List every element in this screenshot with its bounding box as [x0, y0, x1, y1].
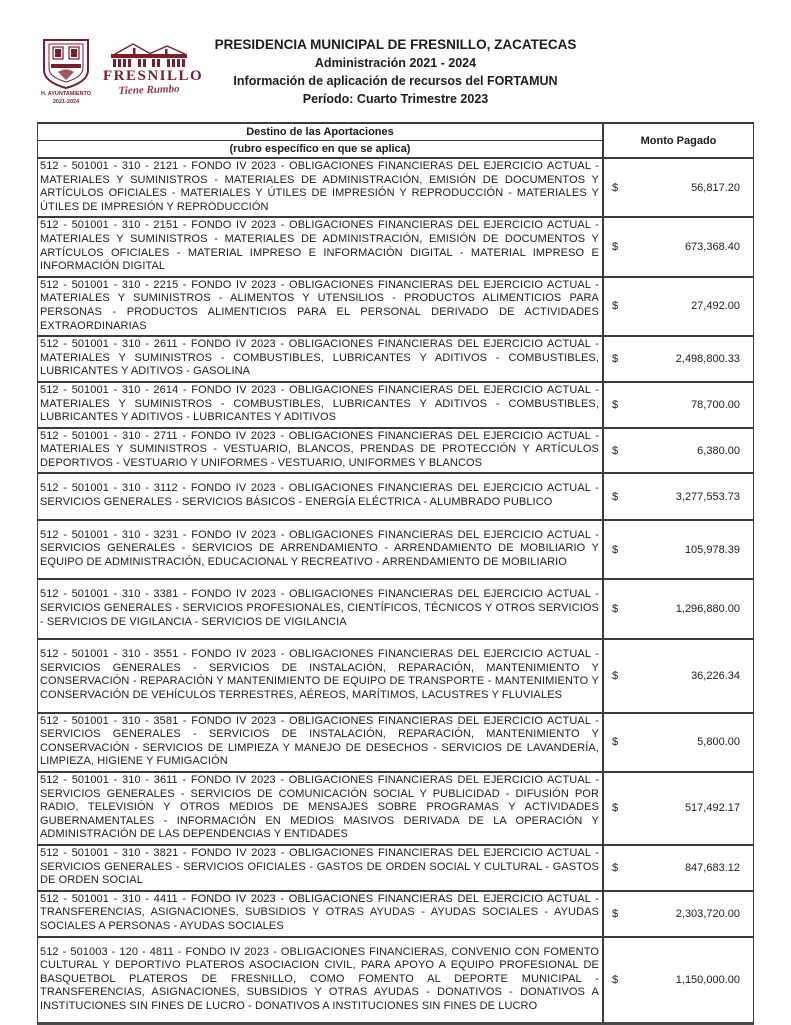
table-row	[38, 381, 753, 427]
monto-value: 3,277,553.73	[675, 490, 740, 503]
coat-of-arms-icon	[37, 38, 95, 90]
table-row	[38, 844, 753, 890]
destino-cell: 512 - 501001 - 310 - 4411 - FONDO IV 2023 - OBLIGACIONES FINANCIERAS DEL EJERCICIO ACTUAL - TRANSFERENCIAS, ASIGNACIONES, SUBSIDIOS Y OTRAS AYUDAS - AYUDAS SOCIALES - AYUDAS SOCIALES A PERSONAS - AYUDAS SOCIALES	[38, 892, 604, 936]
currency-symbol: $	[612, 490, 619, 503]
monto-value: 1,150,000.00	[675, 973, 740, 986]
monto-cell	[604, 938, 753, 1023]
table-row	[38, 216, 753, 275]
table-row	[38, 890, 753, 936]
municipal-crest	[37, 38, 95, 105]
monto-value: 6,380.00	[697, 444, 740, 457]
destino-cell: 512 - 501001 - 310 - 2151 - FONDO IV 2023 - OBLIGACIONES FINANCIERAS DEL EJERCICIO ACTUAL - MATERIALES Y SUMINISTROS - MATERIALES DE ADMINISTRACIÓN, EMISIÓN DE DOCUMENTOS Y ARTÍCULOS OFICIALES - MATERIAL IMPRESO E INFORMACIÓN DIGITAL - MATERIAL IMPRESO E INFORMACIÓN DIGITAL	[38, 218, 604, 275]
fortamun-table	[37, 122, 754, 1025]
fresnillo-logo	[103, 38, 204, 98]
destino-column-header	[38, 124, 604, 157]
destino-cell: 512 - 501001 - 310 - 3611 - FONDO IV 2023 - OBLIGACIONES FINANCIERAS DEL EJERCICIO ACTUAL - SERVICIOS GENERALES - SERVICIOS DE COMUNICACIÓN SOCIAL Y PUBLICIDAD - DIFUSIÓN POR RADIO, TELEVISIÓN Y OTROS MEDIOS DE MENSAJES SOBRE PROGRAMAS Y ACTIVIDADES GUBERNAMENTALES - INFORMACIÓN EN MEDIOS MASIVOS DERIVADA DE LA OPERACIÓN Y ADMINISTRACIÓN DE LAS DEPENDENCIAS Y ENTIDADES	[38, 773, 604, 844]
fresnillo-tagline: Tiene Rumbo	[118, 82, 180, 98]
title-line-3: Información de aplicación de recursos del FORTAMUN	[233, 74, 558, 88]
currency-symbol: $	[612, 353, 619, 366]
destino-header-line2: (rubro específico en que se aplica)	[229, 143, 411, 155]
table-row	[38, 578, 753, 638]
monto-cell	[604, 337, 753, 381]
monto-value: 27,492.00	[691, 300, 740, 313]
currency-symbol: $	[612, 300, 619, 313]
crest-caption-line2: 2021-2024	[52, 98, 80, 105]
monto-cell	[604, 474, 753, 518]
monto-cell	[604, 383, 753, 427]
monto-cell	[604, 218, 753, 275]
currency-symbol: $	[612, 736, 619, 749]
monto-cell	[604, 773, 753, 844]
currency-symbol: $	[612, 669, 619, 682]
building-skyline-icon	[103, 42, 195, 68]
monto-value: 36,226.34	[691, 669, 740, 682]
page-header	[0, 0, 791, 118]
monto-column-header: Monto Pagado	[640, 134, 717, 147]
table-row	[38, 712, 753, 771]
monto-value: 2,303,720.00	[675, 907, 740, 920]
monto-value: 847,683.12	[684, 861, 740, 874]
currency-symbol: $	[612, 603, 619, 616]
destino-header-line1: Destino de las Aportaciones	[38, 124, 602, 141]
monto-value: 5,800.00	[697, 736, 740, 749]
destino-cell: 512 - 501001 - 310 - 3581 - FONDO IV 2023 - OBLIGACIONES FINANCIERAS DEL EJERCICIO ACTUAL - SERVICIOS GENERALES - SERVICIOS DE INSTALACIÓN, REPARACIÓN, MANTENIMIENTO Y CONSERVACIÓN - SERVICIOS DE LIMPIEZA Y MANEJO DE DESECHOS - SERVICIOS DE LAVANDERÍA, LIMPIEZA, HIGIENE Y FUMIGACIÓN	[38, 714, 604, 771]
table-row	[38, 519, 753, 579]
destino-cell: 512 - 501003 - 120 - 4811 - FONDO IV 2023 - OBLIGACIONES FINANCIERAS, CONVENIO CON FOMENTO CULTURAL Y DEPORTIVO PLATEROS ASOCIACION CIVIL, PARA APOYO A EQUIPO PROFESIONAL DE BASQUETBOL PLATEROS DE FRESNILLO, COMO FOMENTO AL DEPORTE MUNICIPAL - TRANSFERENCIAS, ASIGNACIONES, SUBSIDIOS Y OTRAS AYUDAS - DONATIVOS - DONATIVOS A INSTITUCIONES SIN FINES DE LUCRO - DONATIVOS A INSTITUCIONES SIN FINES DE LUCRO	[38, 938, 604, 1023]
table-row	[38, 276, 753, 335]
table-row	[38, 936, 753, 1023]
monto-value: 105,978.39	[684, 543, 740, 556]
monto-cell	[604, 521, 753, 579]
monto-cell	[604, 159, 753, 216]
title-line-4: Período: Cuarto Trimestre 2023	[302, 92, 489, 106]
table-row	[38, 472, 753, 518]
table-row	[38, 771, 753, 844]
table-row	[38, 335, 753, 381]
currency-symbol: $	[612, 444, 619, 457]
table-body	[38, 159, 753, 1022]
monto-value: 1,296,880.00	[675, 603, 740, 616]
currency-symbol: $	[612, 907, 619, 920]
destino-cell: 512 - 501001 - 310 - 3551 - FONDO IV 2023 - OBLIGACIONES FINANCIERAS DEL EJERCICIO ACTUAL - SERVICIOS GENERALES - SERVICIOS DE INSTALACIÓN, REPARACIÓN, MANTENIMIENTO Y CONSERVACIÓN - REPARACIÓN Y MANTENIMIENTO DE EQUIPO DE TRANSPORTE - MANTENIMIENTO Y CONSERVACIÓN DE VEHÍCULOS TERRESTRES, AÉREOS, MARÍTIMOS, LACUSTRES Y FLUVIALES	[38, 640, 604, 711]
monto-cell	[604, 714, 753, 771]
monto-value: 2,498,800.33	[675, 353, 740, 366]
currency-symbol: $	[612, 802, 619, 815]
monto-cell	[604, 580, 753, 638]
destino-cell: 512 - 501001 - 310 - 3231 - FONDO IV 2023 - OBLIGACIONES FINANCIERAS DEL EJERCICIO ACTUAL - SERVICIOS GENERALES - SERVICIOS DE ARRENDAMIENTO - ARRENDAMIENTO DE MOBILIARIO Y EQUIPO DE ADMINISTRACIÓN, EDUCACIONAL Y RECREATIVO - ARRENDAMIENTO DE MOBILIARIO	[38, 521, 604, 579]
crest-caption-line1: H. AYUNTAMIENTO	[40, 91, 92, 97]
monto-cell	[604, 429, 753, 473]
currency-symbol: $	[612, 181, 619, 194]
monto-value: 673,368.40	[684, 241, 740, 254]
monto-value: 78,700.00	[691, 398, 740, 411]
title-line-2: Administración 2021 - 2024	[314, 56, 477, 70]
destino-cell: 512 - 501001 - 310 - 2611 - FONDO IV 2023 - OBLIGACIONES FINANCIERAS DEL EJERCICIO ACTUAL - MATERIALES Y SUMINISTROS - COMBUSTIBLES, LUBRICANTES Y ADITIVOS - COMBUSTIBLES, LUBRICANTES Y ADITIVOS - GASOLINA	[38, 337, 604, 381]
monto-cell	[604, 846, 753, 890]
monto-value: 56,817.20	[691, 181, 740, 194]
destino-cell: 512 - 501001 - 310 - 3821 - FONDO IV 2023 - OBLIGACIONES FINANCIERAS DEL EJERCICIO ACTUAL - SERVICIOS GENERALES - SERVICIOS OFICIALES - GASTOS DE ORDEN SOCIAL Y CULTURAL - GASTOS DE ORDEN SOCIAL	[38, 846, 604, 890]
logo-group	[37, 38, 204, 105]
destino-cell: 512 - 501001 - 310 - 2711 - FONDO IV 2023 - OBLIGACIONES FINANCIERAS DEL EJERCICIO ACTUAL - MATERIALES Y SUMINISTROS - VESTUARIO, BLANCOS, PRENDAS DE PROTECCIÓN Y ARTÍCULOS DEPORTIVOS - VESTUARIO Y UNIFORMES - VESTUARIO, UNIFORMES Y BLANCOS	[38, 429, 604, 473]
table-header-row	[38, 124, 753, 159]
currency-symbol: $	[612, 241, 619, 254]
currency-symbol: $	[612, 973, 619, 986]
monto-cell	[604, 640, 753, 711]
fresnillo-wordmark: FRESNILLO	[103, 68, 204, 84]
currency-symbol: $	[612, 543, 619, 556]
currency-symbol: $	[612, 861, 619, 874]
table-row	[38, 427, 753, 473]
monto-value: 517,492.17	[684, 802, 740, 815]
title-line-1: PRESIDENCIA MUNICIPAL DE FRESNILLO, ZACATECAS	[214, 37, 577, 52]
destino-cell: 512 - 501001 - 310 - 3112 - FONDO IV 2023 - OBLIGACIONES FINANCIERAS DEL EJERCICIO ACTUAL - SERVICIOS GENERALES - SERVICIOS BÁSICOS - ENERGÍA ELÉCTRICA - ALUMBRADO PUBLICO	[38, 474, 604, 518]
monto-cell	[604, 892, 753, 936]
destino-cell: 512 - 501001 - 310 - 2121 - FONDO IV 2023 - OBLIGACIONES FINANCIERAS DEL EJERCICIO ACTUAL - MATERIALES Y SUMINISTROS - MATERIALES DE ADMINISTRACIÓN, EMISIÓN DE DOCUMENTOS Y ARTÍCULOS OFICIALES - MATERIALES Y ÚTILES DE IMPRESIÓN Y REPRODUCCIÓN - MATERIALES Y ÚTILES DE IMPRESIÓN Y REPRODUCCIÓN	[38, 159, 604, 216]
table-row	[38, 638, 753, 711]
monto-cell	[604, 278, 753, 335]
currency-symbol: $	[612, 398, 619, 411]
destino-cell: 512 - 501001 - 310 - 2215 - FONDO IV 2023 - OBLIGACIONES FINANCIERAS DEL EJERCICIO ACTUAL - MATERIALES Y SUMINISTROS - ALIMENTOS Y UTENSILIOS - PRODUCTOS ALIMENTICIOS PARA PERSONAS - PRODUCTOS ALIMENTICIOS PARA EL PERSONAL DERIVADO DE ACTIVIDADES EXTRAORDINARIAS	[38, 278, 604, 335]
destino-cell: 512 - 501001 - 310 - 3381 - FONDO IV 2023 - OBLIGACIONES FINANCIERAS DEL EJERCICIO ACTUAL - SERVICIOS GENERALES - SERVICIOS PROFESIONALES, CIENTÍFICOS, TÉCNICOS Y OTROS SERVICIOS - SERVICIOS DE VIGILANCIA - SERVICIOS DE VIGILANCIA	[38, 580, 604, 638]
destino-cell: 512 - 501001 - 310 - 2614 - FONDO IV 2023 - OBLIGACIONES FINANCIERAS DEL EJERCICIO ACTUAL - MATERIALES Y SUMINISTROS - COMBUSTIBLES, LUBRICANTES Y ADITIVOS - COMBUSTIBLES, LUBRICANTES Y ADITIVOS - LUBRICANTES Y ADITIVOS	[38, 383, 604, 427]
table-row	[38, 159, 753, 216]
